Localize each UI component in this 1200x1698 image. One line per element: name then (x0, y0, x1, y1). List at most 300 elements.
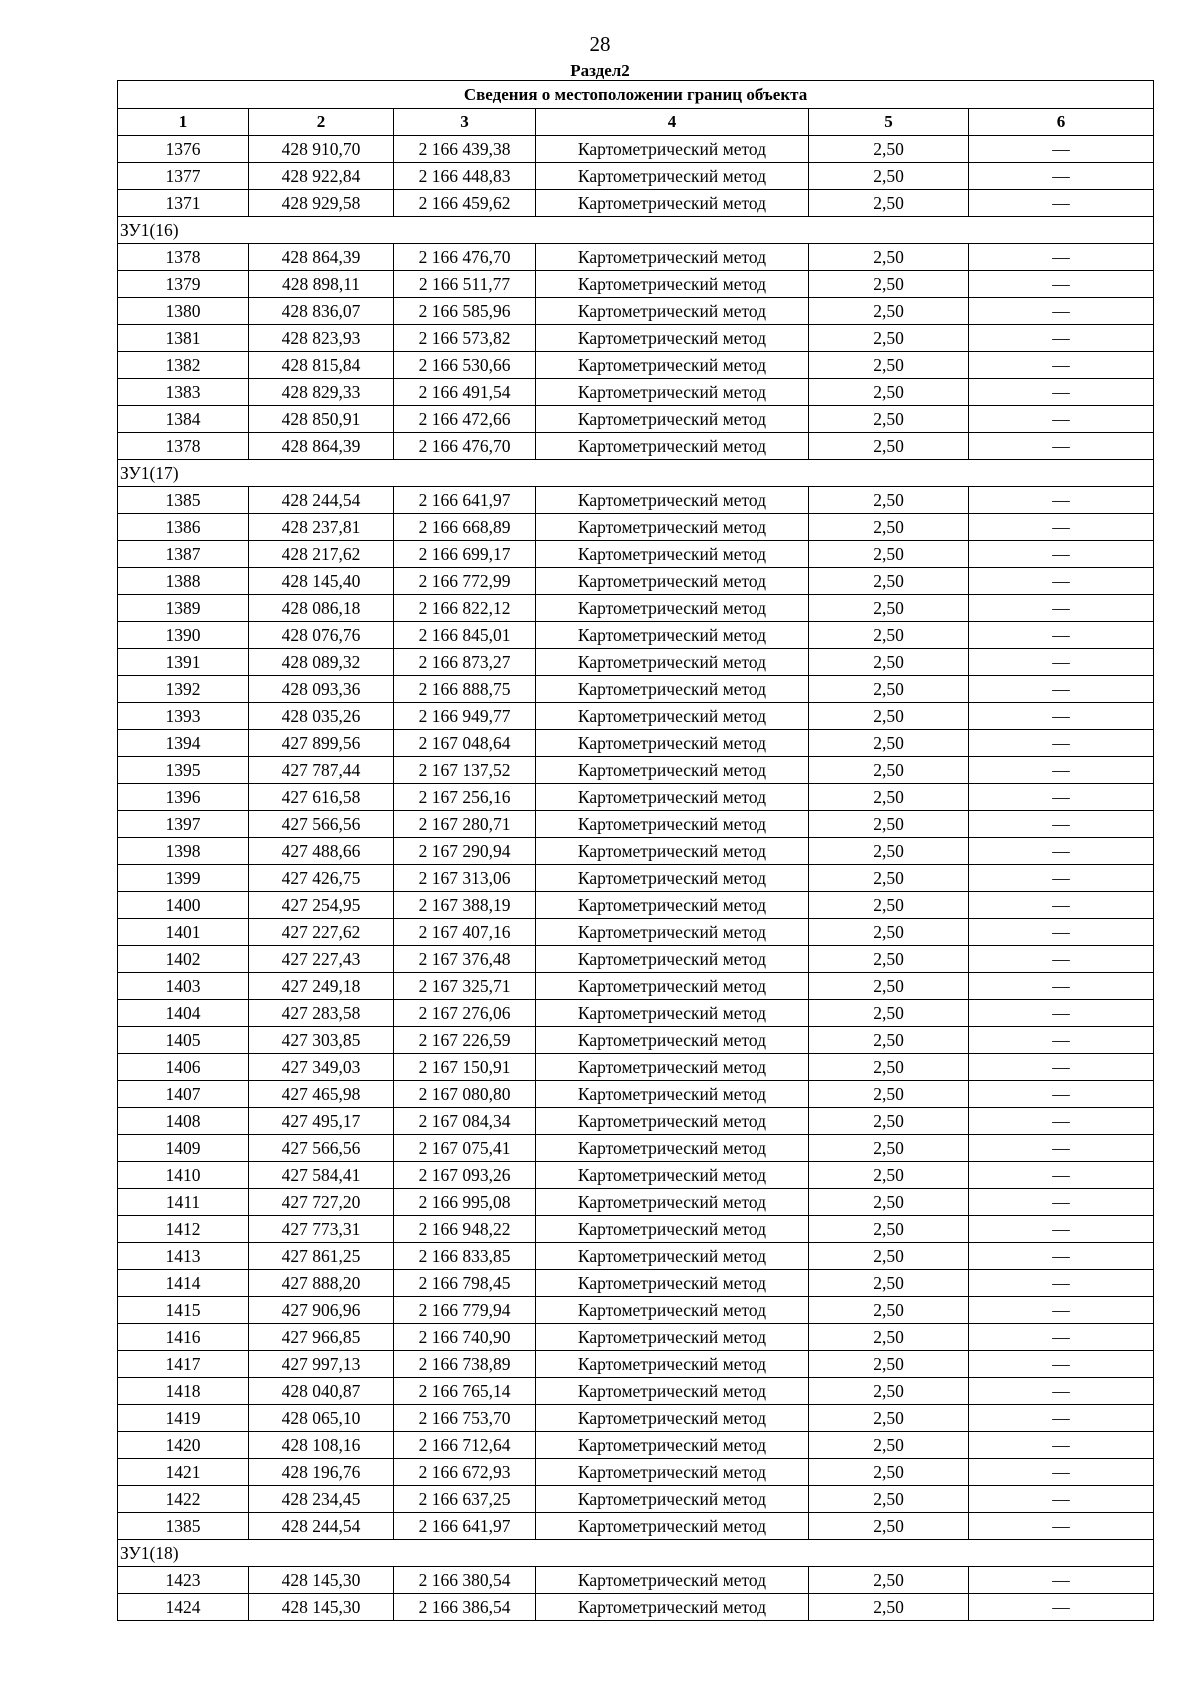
table-row (118, 892, 1154, 919)
description-cell: — (969, 1351, 1154, 1378)
description-cell: — (969, 1000, 1154, 1027)
column-header: 6 (969, 109, 1154, 136)
x-coordinate-cell: 428 836,07 (249, 298, 394, 325)
description-cell: — (969, 1108, 1154, 1135)
x-coordinate-cell: 428 898,11 (249, 271, 394, 298)
point-number-cell: 1385 (118, 1513, 249, 1540)
table-row (118, 1378, 1154, 1405)
point-number-cell: 1401 (118, 919, 249, 946)
y-coordinate-cell: 2 166 668,89 (394, 514, 536, 541)
method-cell: Картометрический метод (536, 298, 809, 325)
accuracy-cell: 2,50 (809, 703, 969, 730)
method-cell: Картометрический метод (536, 1162, 809, 1189)
description-cell: — (969, 1594, 1154, 1621)
table-row (118, 622, 1154, 649)
x-coordinate-cell: 427 584,41 (249, 1162, 394, 1189)
method-cell: Картометрический метод (536, 406, 809, 433)
group-row (118, 217, 1154, 244)
method-cell: Картометрический метод (536, 487, 809, 514)
description-cell: — (969, 757, 1154, 784)
accuracy-cell: 2,50 (809, 811, 969, 838)
method-cell: Картометрический метод (536, 595, 809, 622)
point-number-cell: 1412 (118, 1216, 249, 1243)
description-cell: — (969, 298, 1154, 325)
point-number-cell: 1378 (118, 244, 249, 271)
method-cell: Картометрический метод (536, 1351, 809, 1378)
description-cell: — (969, 973, 1154, 1000)
table-row (118, 541, 1154, 568)
accuracy-cell: 2,50 (809, 406, 969, 433)
description-cell: — (969, 1243, 1154, 1270)
y-coordinate-cell: 2 166 472,66 (394, 406, 536, 433)
point-number-cell: 1398 (118, 838, 249, 865)
x-coordinate-cell: 428 065,10 (249, 1405, 394, 1432)
table-header (118, 81, 1154, 136)
point-number-cell: 1385 (118, 487, 249, 514)
accuracy-cell: 2,50 (809, 784, 969, 811)
x-coordinate-cell: 428 244,54 (249, 487, 394, 514)
description-cell: — (969, 730, 1154, 757)
x-coordinate-cell: 427 773,31 (249, 1216, 394, 1243)
method-cell: Картометрический метод (536, 325, 809, 352)
table-row (118, 595, 1154, 622)
y-coordinate-cell: 2 167 137,52 (394, 757, 536, 784)
point-number-cell: 1389 (118, 595, 249, 622)
x-coordinate-cell: 428 086,18 (249, 595, 394, 622)
method-cell: Картометрический метод (536, 1189, 809, 1216)
x-coordinate-cell: 427 966,85 (249, 1324, 394, 1351)
y-coordinate-cell: 2 166 712,64 (394, 1432, 536, 1459)
group-label: ЗУ1(16) (118, 217, 1154, 244)
table-row (118, 649, 1154, 676)
accuracy-cell: 2,50 (809, 1027, 969, 1054)
y-coordinate-cell: 2 167 290,94 (394, 838, 536, 865)
description-cell: — (969, 433, 1154, 460)
y-coordinate-cell: 2 166 740,90 (394, 1324, 536, 1351)
point-number-cell: 1420 (118, 1432, 249, 1459)
accuracy-cell: 2,50 (809, 1486, 969, 1513)
point-number-cell: 1402 (118, 946, 249, 973)
accuracy-cell: 2,50 (809, 1270, 969, 1297)
x-coordinate-cell: 428 035,26 (249, 703, 394, 730)
accuracy-cell: 2,50 (809, 244, 969, 271)
accuracy-cell: 2,50 (809, 1297, 969, 1324)
method-cell: Картометрический метод (536, 352, 809, 379)
point-number-cell: 1395 (118, 757, 249, 784)
method-cell: Картометрический метод (536, 1567, 809, 1594)
accuracy-cell: 2,50 (809, 325, 969, 352)
description-cell: — (969, 1216, 1154, 1243)
point-number-cell: 1396 (118, 784, 249, 811)
table-row (118, 352, 1154, 379)
method-cell: Картометрический метод (536, 892, 809, 919)
x-coordinate-cell: 428 217,62 (249, 541, 394, 568)
method-cell: Картометрический метод (536, 1054, 809, 1081)
method-cell: Картометрический метод (536, 919, 809, 946)
point-number-cell: 1403 (118, 973, 249, 1000)
description-cell: — (969, 1378, 1154, 1405)
table-row (118, 433, 1154, 460)
description-cell: — (969, 163, 1154, 190)
description-cell: — (969, 379, 1154, 406)
y-coordinate-cell: 2 166 476,70 (394, 433, 536, 460)
column-number-row (118, 109, 1154, 136)
table-row (118, 1270, 1154, 1297)
table-row (118, 244, 1154, 271)
point-number-cell: 1381 (118, 325, 249, 352)
accuracy-cell: 2,50 (809, 433, 969, 460)
table-row (118, 1297, 1154, 1324)
method-cell: Картометрический метод (536, 946, 809, 973)
x-coordinate-cell: 427 349,03 (249, 1054, 394, 1081)
table-row (118, 1216, 1154, 1243)
x-coordinate-cell: 428 040,87 (249, 1378, 394, 1405)
y-coordinate-cell: 2 166 772,99 (394, 568, 536, 595)
accuracy-cell: 2,50 (809, 1189, 969, 1216)
table-title-row (118, 81, 1154, 109)
description-cell: — (969, 1189, 1154, 1216)
table-row (118, 136, 1154, 163)
y-coordinate-cell: 2 167 226,59 (394, 1027, 536, 1054)
y-coordinate-cell: 2 166 753,70 (394, 1405, 536, 1432)
point-number-cell: 1414 (118, 1270, 249, 1297)
accuracy-cell: 2,50 (809, 1324, 969, 1351)
table-row (118, 838, 1154, 865)
x-coordinate-cell: 428 089,32 (249, 649, 394, 676)
description-cell: — (969, 946, 1154, 973)
point-number-cell: 1390 (118, 622, 249, 649)
accuracy-cell: 2,50 (809, 838, 969, 865)
x-coordinate-cell: 427 997,13 (249, 1351, 394, 1378)
x-coordinate-cell: 428 922,84 (249, 163, 394, 190)
x-coordinate-cell: 427 465,98 (249, 1081, 394, 1108)
y-coordinate-cell: 2 166 573,82 (394, 325, 536, 352)
x-coordinate-cell: 427 906,96 (249, 1297, 394, 1324)
description-cell: — (969, 919, 1154, 946)
table-row (118, 1432, 1154, 1459)
method-cell: Картометрический метод (536, 622, 809, 649)
method-cell: Картометрический метод (536, 1297, 809, 1324)
group-label: ЗУ1(18) (118, 1540, 1154, 1567)
point-number-cell: 1399 (118, 865, 249, 892)
x-coordinate-cell: 427 303,85 (249, 1027, 394, 1054)
point-number-cell: 1384 (118, 406, 249, 433)
method-cell: Картометрический метод (536, 1243, 809, 1270)
x-coordinate-cell: 427 566,56 (249, 811, 394, 838)
table-row (118, 298, 1154, 325)
method-cell: Картометрический метод (536, 1459, 809, 1486)
point-number-cell: 1382 (118, 352, 249, 379)
table-row (118, 406, 1154, 433)
accuracy-cell: 2,50 (809, 1081, 969, 1108)
y-coordinate-cell: 2 166 873,27 (394, 649, 536, 676)
x-coordinate-cell: 427 227,43 (249, 946, 394, 973)
description-cell: — (969, 1297, 1154, 1324)
description-cell: — (969, 541, 1154, 568)
point-number-cell: 1422 (118, 1486, 249, 1513)
description-cell: — (969, 622, 1154, 649)
column-header: 5 (809, 109, 969, 136)
point-number-cell: 1379 (118, 271, 249, 298)
accuracy-cell: 2,50 (809, 676, 969, 703)
point-number-cell: 1409 (118, 1135, 249, 1162)
accuracy-cell: 2,50 (809, 1432, 969, 1459)
x-coordinate-cell: 428 145,30 (249, 1567, 394, 1594)
table-row (118, 1135, 1154, 1162)
description-cell: — (969, 1054, 1154, 1081)
accuracy-cell: 2,50 (809, 379, 969, 406)
table-row (118, 1108, 1154, 1135)
description-cell: — (969, 568, 1154, 595)
table-row (118, 1459, 1154, 1486)
accuracy-cell: 2,50 (809, 1216, 969, 1243)
table-row (118, 325, 1154, 352)
y-coordinate-cell: 2 166 845,01 (394, 622, 536, 649)
accuracy-cell: 2,50 (809, 1162, 969, 1189)
column-header: 2 (249, 109, 394, 136)
method-cell: Картометрический метод (536, 649, 809, 676)
x-coordinate-cell: 428 815,84 (249, 352, 394, 379)
x-coordinate-cell: 428 850,91 (249, 406, 394, 433)
y-coordinate-cell: 2 166 641,97 (394, 487, 536, 514)
accuracy-cell: 2,50 (809, 1135, 969, 1162)
x-coordinate-cell: 428 910,70 (249, 136, 394, 163)
group-row (118, 1540, 1154, 1567)
accuracy-cell: 2,50 (809, 487, 969, 514)
y-coordinate-cell: 2 166 459,62 (394, 190, 536, 217)
point-number-cell: 1416 (118, 1324, 249, 1351)
method-cell: Картометрический метод (536, 541, 809, 568)
description-cell: — (969, 784, 1154, 811)
method-cell: Картометрический метод (536, 676, 809, 703)
point-number-cell: 1410 (118, 1162, 249, 1189)
y-coordinate-cell: 2 167 280,71 (394, 811, 536, 838)
table-row (118, 163, 1154, 190)
x-coordinate-cell: 428 864,39 (249, 244, 394, 271)
y-coordinate-cell: 2 166 995,08 (394, 1189, 536, 1216)
table-row (118, 1243, 1154, 1270)
table-row (118, 784, 1154, 811)
method-cell: Картометрический метод (536, 1594, 809, 1621)
description-cell: — (969, 1324, 1154, 1351)
accuracy-cell: 2,50 (809, 1243, 969, 1270)
point-number-cell: 1388 (118, 568, 249, 595)
table-row (118, 973, 1154, 1000)
method-cell: Картометрический метод (536, 1378, 809, 1405)
accuracy-cell: 2,50 (809, 136, 969, 163)
description-cell: — (969, 1405, 1154, 1432)
column-header: 3 (394, 109, 536, 136)
y-coordinate-cell: 2 166 637,25 (394, 1486, 536, 1513)
x-coordinate-cell: 427 566,56 (249, 1135, 394, 1162)
table-row (118, 1594, 1154, 1621)
method-cell: Картометрический метод (536, 190, 809, 217)
table-row (118, 730, 1154, 757)
point-number-cell: 1405 (118, 1027, 249, 1054)
method-cell: Картометрический метод (536, 1108, 809, 1135)
y-coordinate-cell: 2 166 948,22 (394, 1216, 536, 1243)
method-cell: Картометрический метод (536, 568, 809, 595)
accuracy-cell: 2,50 (809, 1405, 969, 1432)
method-cell: Картометрический метод (536, 784, 809, 811)
table-row (118, 919, 1154, 946)
y-coordinate-cell: 2 166 641,97 (394, 1513, 536, 1540)
accuracy-cell: 2,50 (809, 757, 969, 784)
point-number-cell: 1406 (118, 1054, 249, 1081)
accuracy-cell: 2,50 (809, 1567, 969, 1594)
y-coordinate-cell: 2 166 380,54 (394, 1567, 536, 1594)
accuracy-cell: 2,50 (809, 595, 969, 622)
y-coordinate-cell: 2 167 048,64 (394, 730, 536, 757)
y-coordinate-cell: 2 166 491,54 (394, 379, 536, 406)
accuracy-cell: 2,50 (809, 1054, 969, 1081)
method-cell: Картометрический метод (536, 1405, 809, 1432)
description-cell: — (969, 514, 1154, 541)
y-coordinate-cell: 2 166 448,83 (394, 163, 536, 190)
x-coordinate-cell: 427 488,66 (249, 838, 394, 865)
method-cell: Картометрический метод (536, 730, 809, 757)
x-coordinate-cell: 427 227,62 (249, 919, 394, 946)
column-header: 4 (536, 109, 809, 136)
y-coordinate-cell: 2 166 511,77 (394, 271, 536, 298)
x-coordinate-cell: 427 888,20 (249, 1270, 394, 1297)
table-row (118, 757, 1154, 784)
method-cell: Картометрический метод (536, 1027, 809, 1054)
accuracy-cell: 2,50 (809, 541, 969, 568)
description-cell: — (969, 244, 1154, 271)
y-coordinate-cell: 2 166 386,54 (394, 1594, 536, 1621)
y-coordinate-cell: 2 167 256,16 (394, 784, 536, 811)
x-coordinate-cell: 428 823,93 (249, 325, 394, 352)
x-coordinate-cell: 428 864,39 (249, 433, 394, 460)
description-cell: — (969, 1459, 1154, 1486)
description-cell: — (969, 1081, 1154, 1108)
x-coordinate-cell: 428 829,33 (249, 379, 394, 406)
x-coordinate-cell: 428 108,16 (249, 1432, 394, 1459)
description-cell: — (969, 136, 1154, 163)
table-row (118, 1054, 1154, 1081)
y-coordinate-cell: 2 167 376,48 (394, 946, 536, 973)
x-coordinate-cell: 428 237,81 (249, 514, 394, 541)
description-cell: — (969, 190, 1154, 217)
accuracy-cell: 2,50 (809, 649, 969, 676)
description-cell: — (969, 487, 1154, 514)
x-coordinate-cell: 427 254,95 (249, 892, 394, 919)
point-number-cell: 1400 (118, 892, 249, 919)
description-cell: — (969, 595, 1154, 622)
method-cell: Картометрический метод (536, 1216, 809, 1243)
y-coordinate-cell: 2 166 798,45 (394, 1270, 536, 1297)
description-cell: — (969, 649, 1154, 676)
method-cell: Картометрический метод (536, 433, 809, 460)
method-cell: Картометрический метод (536, 379, 809, 406)
y-coordinate-cell: 2 166 833,85 (394, 1243, 536, 1270)
method-cell: Картометрический метод (536, 1324, 809, 1351)
accuracy-cell: 2,50 (809, 973, 969, 1000)
accuracy-cell: 2,50 (809, 1000, 969, 1027)
method-cell: Картометрический метод (536, 1135, 809, 1162)
point-number-cell: 1391 (118, 649, 249, 676)
x-coordinate-cell: 427 495,17 (249, 1108, 394, 1135)
point-number-cell: 1378 (118, 433, 249, 460)
description-cell: — (969, 406, 1154, 433)
point-number-cell: 1418 (118, 1378, 249, 1405)
method-cell: Картометрический метод (536, 703, 809, 730)
point-number-cell: 1387 (118, 541, 249, 568)
x-coordinate-cell: 427 616,58 (249, 784, 394, 811)
table-row (118, 1567, 1154, 1594)
x-coordinate-cell: 427 426,75 (249, 865, 394, 892)
x-coordinate-cell: 428 093,36 (249, 676, 394, 703)
accuracy-cell: 2,50 (809, 730, 969, 757)
accuracy-cell: 2,50 (809, 892, 969, 919)
x-coordinate-cell: 428 196,76 (249, 1459, 394, 1486)
description-cell: — (969, 1162, 1154, 1189)
description-cell: — (969, 1513, 1154, 1540)
method-cell: Картометрический метод (536, 244, 809, 271)
accuracy-cell: 2,50 (809, 352, 969, 379)
point-number-cell: 1407 (118, 1081, 249, 1108)
table-row (118, 379, 1154, 406)
table-row (118, 946, 1154, 973)
point-number-cell: 1394 (118, 730, 249, 757)
point-number-cell: 1417 (118, 1351, 249, 1378)
table-row (118, 811, 1154, 838)
table-row (118, 1405, 1154, 1432)
method-cell: Картометрический метод (536, 1270, 809, 1297)
x-coordinate-cell: 428 244,54 (249, 1513, 394, 1540)
description-cell: — (969, 1270, 1154, 1297)
table-row (118, 487, 1154, 514)
description-cell: — (969, 271, 1154, 298)
accuracy-cell: 2,50 (809, 919, 969, 946)
description-cell: — (969, 1432, 1154, 1459)
description-cell: — (969, 1027, 1154, 1054)
x-coordinate-cell: 427 283,58 (249, 1000, 394, 1027)
description-cell: — (969, 325, 1154, 352)
page-number: 28 (589, 32, 611, 56)
y-coordinate-cell: 2 166 949,77 (394, 703, 536, 730)
method-cell: Картометрический метод (536, 136, 809, 163)
accuracy-cell: 2,50 (809, 163, 969, 190)
accuracy-cell: 2,50 (809, 568, 969, 595)
point-number-cell: 1404 (118, 1000, 249, 1027)
point-number-cell: 1408 (118, 1108, 249, 1135)
y-coordinate-cell: 2 167 388,19 (394, 892, 536, 919)
x-coordinate-cell: 428 076,76 (249, 622, 394, 649)
point-number-cell: 1424 (118, 1594, 249, 1621)
method-cell: Картометрический метод (536, 973, 809, 1000)
description-cell: — (969, 352, 1154, 379)
point-number-cell: 1393 (118, 703, 249, 730)
table-body (118, 136, 1154, 1621)
table-row (118, 1513, 1154, 1540)
accuracy-cell: 2,50 (809, 865, 969, 892)
point-number-cell: 1386 (118, 514, 249, 541)
y-coordinate-cell: 2 167 150,91 (394, 1054, 536, 1081)
x-coordinate-cell: 427 899,56 (249, 730, 394, 757)
y-coordinate-cell: 2 167 075,41 (394, 1135, 536, 1162)
table-row (118, 1081, 1154, 1108)
y-coordinate-cell: 2 166 699,17 (394, 541, 536, 568)
x-coordinate-cell: 428 929,58 (249, 190, 394, 217)
accuracy-cell: 2,50 (809, 1513, 969, 1540)
table-row (118, 1324, 1154, 1351)
y-coordinate-cell: 2 166 585,96 (394, 298, 536, 325)
method-cell: Картометрический метод (536, 514, 809, 541)
method-cell: Картометрический метод (536, 1513, 809, 1540)
table-row (118, 1486, 1154, 1513)
